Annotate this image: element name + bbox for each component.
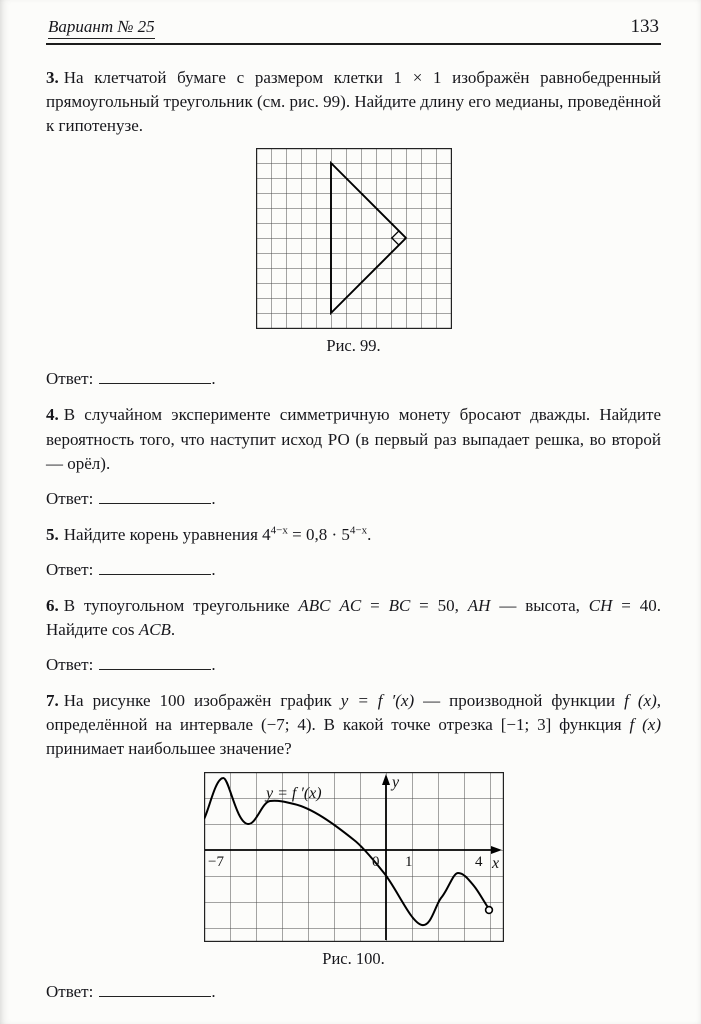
answer-label: Ответ: <box>46 981 94 1001</box>
problem-5-text: = 0,8 · 5 <box>287 524 350 544</box>
answer-period: . <box>211 488 216 508</box>
problem-6-text: = 50, <box>410 595 468 615</box>
problem-7-number: 7. <box>46 691 59 711</box>
math-expression: f (x) <box>624 691 657 711</box>
problem-4 <box>46 403 661 475</box>
figure-100-graph <box>204 772 504 942</box>
answer-label: Ответ: <box>46 559 94 579</box>
problem-6-text: = <box>361 595 389 615</box>
problem-7-text: , определённой на интервале (−7; 4). В какой точке отрезка [−1; 3] функция <box>46 691 661 735</box>
answer-blank <box>99 982 211 997</box>
math-var: CH <box>588 595 613 615</box>
problem-6-text: — высота, <box>490 595 589 615</box>
math-var: ABC <box>298 595 331 615</box>
problem-5-text: . <box>367 524 372 544</box>
math-var: AC <box>339 595 362 615</box>
problem-6-text: = 40. Найдите cos <box>46 595 662 639</box>
answer-row-6 <box>46 655 661 675</box>
answer-row-5 <box>46 560 661 580</box>
problem-4-number: 4. <box>46 405 59 425</box>
answer-period: . <box>211 369 216 389</box>
curve-label: y = f ′(x) <box>265 784 322 802</box>
problem-3-text: На клетчатой бумаге с размером клетки 1 × 1 изображён равнобедренный прямоугольный треугольник (см. рис. 99). Найдите длину его медианы, проведённой к гипотенузе. <box>46 68 661 136</box>
tick-label-1: 1 <box>404 853 412 870</box>
page-header <box>46 16 661 39</box>
problem-3-number: 3. <box>46 68 59 87</box>
answer-label: Ответ: <box>46 369 94 389</box>
tick-label-4: 4 <box>474 853 482 870</box>
page-content <box>46 45 661 1002</box>
problem-4-text: В случайном эксперименте симметричную монету бросают дважды. Найдите вероятность того, что наступит исход РО (в первый раз выпадает решка, во второй — орёл). <box>46 405 661 473</box>
grid-paper <box>256 149 451 329</box>
page-number: 133 <box>630 16 659 37</box>
answer-blank <box>99 369 211 384</box>
figure-99 <box>46 148 661 356</box>
math-var: ACB <box>138 620 171 639</box>
answer-label: Ответ: <box>46 655 94 675</box>
answer-blank <box>99 560 211 575</box>
math-expression: f (x) <box>629 715 662 735</box>
problem-5-number: 5. <box>46 524 59 544</box>
math-expression: y = f ′(x) <box>340 691 415 711</box>
problem-6-text: . <box>170 620 176 639</box>
figure-100-caption: Рис. 100. <box>322 948 385 968</box>
variant-title: Вариант № 25 <box>48 17 155 39</box>
problem-5-text: Найдите корень уравнения 4 <box>63 524 271 544</box>
answer-row-4 <box>46 489 661 509</box>
exponent: 4−x <box>270 524 288 537</box>
problem-6-number: 6. <box>46 595 59 615</box>
x-axis-label: x <box>491 854 499 872</box>
problem-7 <box>46 689 661 761</box>
figure-100 <box>46 772 661 969</box>
answer-period: . <box>211 981 216 1001</box>
answer-blank <box>99 655 211 670</box>
problem-7-text: На рисунке 100 изображён график <box>63 691 341 711</box>
answer-row-3 <box>46 369 661 389</box>
answer-label: Ответ: <box>46 488 94 508</box>
answer-period: . <box>211 559 216 579</box>
math-var: AH <box>467 595 491 615</box>
problem-3 <box>46 66 661 138</box>
y-axis-label: y <box>391 773 399 791</box>
problem-6 <box>46 594 661 642</box>
answer-row-7 <box>46 982 661 1002</box>
figure-99-drawing <box>256 148 452 329</box>
problem-7-text: — производной функции <box>414 691 625 711</box>
problem-7-text: принимает наибольшее значение? <box>46 739 292 759</box>
grid-paper <box>204 772 503 941</box>
answer-period: . <box>211 655 216 675</box>
answer-blank <box>99 489 211 504</box>
problem-5 <box>46 523 661 547</box>
math-var: BC <box>388 595 411 615</box>
problem-6-text: В тупоугольном треугольнике <box>63 595 299 615</box>
figure-99-caption: Рис. 99. <box>326 336 381 356</box>
tick-label-minus7: −7 <box>207 853 224 870</box>
tick-label-0: 0 <box>371 853 379 870</box>
exponent: 4−x <box>349 524 368 537</box>
open-endpoint <box>485 906 492 913</box>
